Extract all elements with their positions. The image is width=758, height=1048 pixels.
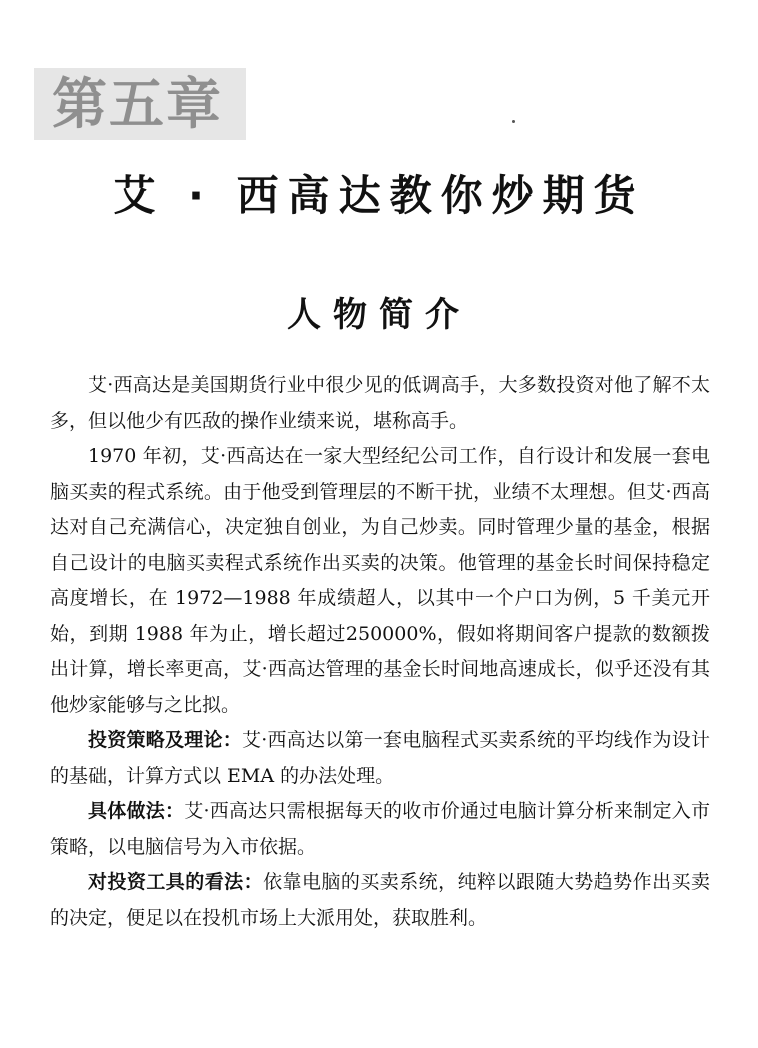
paragraph-tools <box>50 865 710 936</box>
section-title: 人物简介 <box>287 295 471 335</box>
paragraph-text: 艾·西高达以第一套电脑程式买卖系统的平均线作为设计的基础，计算方式以 EMA 的办法处理。 <box>50 729 710 787</box>
paragraph-text: 艾·西高达只需根据每天的收市价通过电脑计算分析来制定入市策略，以电脑信号为入市依据。 <box>50 800 710 858</box>
paragraph-lead: 具体做法： <box>88 800 185 822</box>
paragraph-career <box>50 439 710 723</box>
paragraph-text: 1970 年初，艾·西高达在一家大型经纪公司工作，自行设计和发展一套电脑买卖的程式系统。由于他受到管理层的不断干扰，业绩不太理想。但艾·西高达对自己充满信心，决定独自创业，为自己炒卖。同时管理少量的基金，根据自己设计的电脑买卖程式系统作出买卖的决策。他管理的基金长时间保持稳定高度增长，在 1972—1988 年成绩超人，以其中一个户口为例，5 千美元开始，到期 1988 年为止，增长超过250000%，假如将期间客户提款的数额拨出计算，增长率更高，艾·西高达管理的基金长时间地高速成长，似乎还没有其他炒家能够与之比拟。 <box>50 445 710 716</box>
paragraph-intro <box>50 368 710 439</box>
paragraph-text: 依靠电脑的买卖系统，纯粹以跟随大势趋势作出买卖的决定，便足以在投机市场上大派用处，获取胜利。 <box>50 871 710 929</box>
print-speck <box>512 120 515 123</box>
paragraph-strategy <box>50 723 710 794</box>
page-title: 艾 · 西高达教你炒期货 <box>113 171 645 220</box>
paragraph-lead: 投资策略及理论： <box>88 729 242 751</box>
paragraph-lead: 对投资工具的看法： <box>88 871 264 893</box>
body-text <box>50 368 710 936</box>
paragraph-method <box>50 794 710 865</box>
paragraph-text: 艾·西高达是美国期货行业中很少见的低调高手，大多数投资对他了解不太多，但以他少有匹敌的操作业绩来说，堪称高手。 <box>50 374 710 432</box>
chapter-label: 第五章 <box>52 72 224 136</box>
